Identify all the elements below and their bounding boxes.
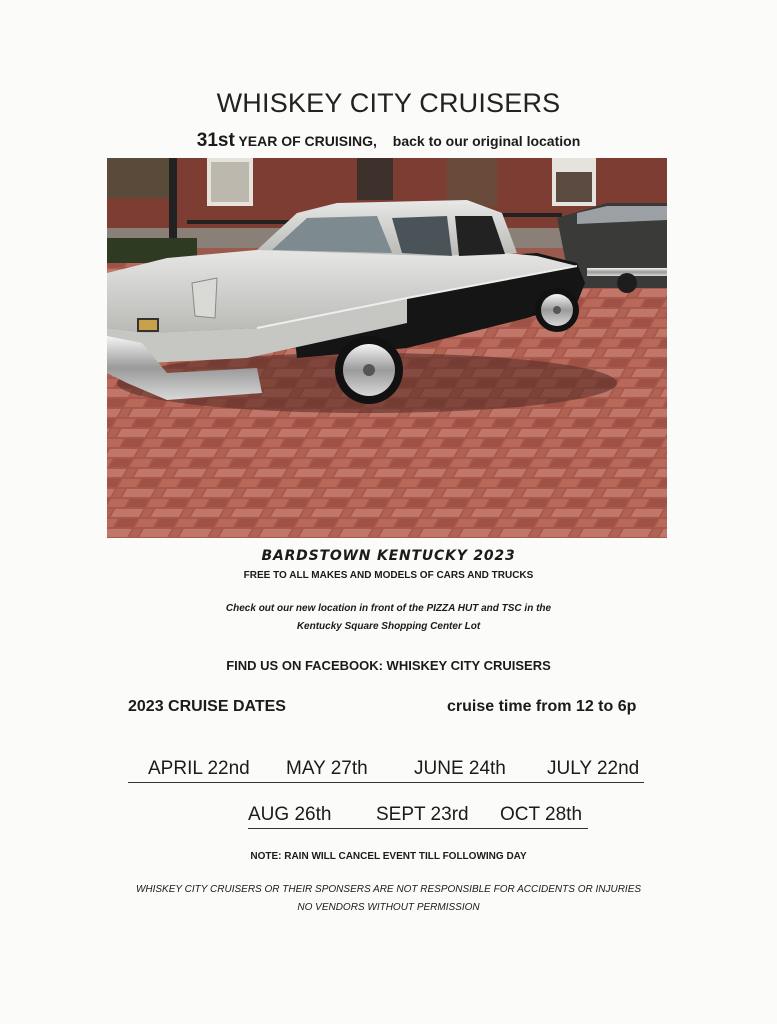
cruise-date: JUNE 24th [414,758,506,779]
free-entry-text: FREE TO ALL MAKES AND MODELS OF CARS AND TRUCKS [243,570,534,581]
cruise-dates-row-1 [128,758,644,783]
location-line-2: Kentucky Square Shopping Center Lot [296,621,481,632]
subtitle-number: 31st [196,130,235,151]
facebook-text: FIND US ON FACEBOOK: WHISKEY CITY CRUISERS [226,658,551,673]
cruise-date: SEPT 23rd [376,804,469,825]
cruise-date: AUG 26th [248,804,332,825]
page-title: WHISKEY CITY CRUISERS [216,88,561,118]
cruise-date: MAY 27th [286,758,368,779]
car-photo-illustration [107,158,667,538]
disclaimer-line-1: WHISKEY CITY CRUISERS OR THEIR SPONSERS ARE NOT RESPONSIBLE FOR ACCIDENTS OR INJURIES [135,884,642,895]
subtitle-text: YEAR OF CRUISING, [238,133,377,149]
subtitle-tail: back to our original location [392,133,581,149]
subtitle [0,130,777,152]
cruise-date: APRIL 22nd [148,758,250,779]
disclaimer-line-2: NO VENDORS WITHOUT PERMISSION [297,902,480,913]
cruise-dates-heading: 2023 CRUISE DATES [128,698,286,715]
event-city: BARDSTOWN KENTUCKY 2023 [261,548,516,564]
cruise-dates-row-2 [248,804,588,829]
cruise-date: OCT 28th [500,804,583,825]
cruise-time-heading: cruise time from 12 to 6p [447,698,637,715]
cruise-date: JULY 22nd [547,758,640,779]
classic-car-photo [107,158,667,538]
rain-note: NOTE: RAIN WILL CANCEL EVENT TILL FOLLOWING DAY [250,851,527,862]
location-line-1: Check out our new location in front of the PIZZA HUT and TSC in the [225,603,552,614]
